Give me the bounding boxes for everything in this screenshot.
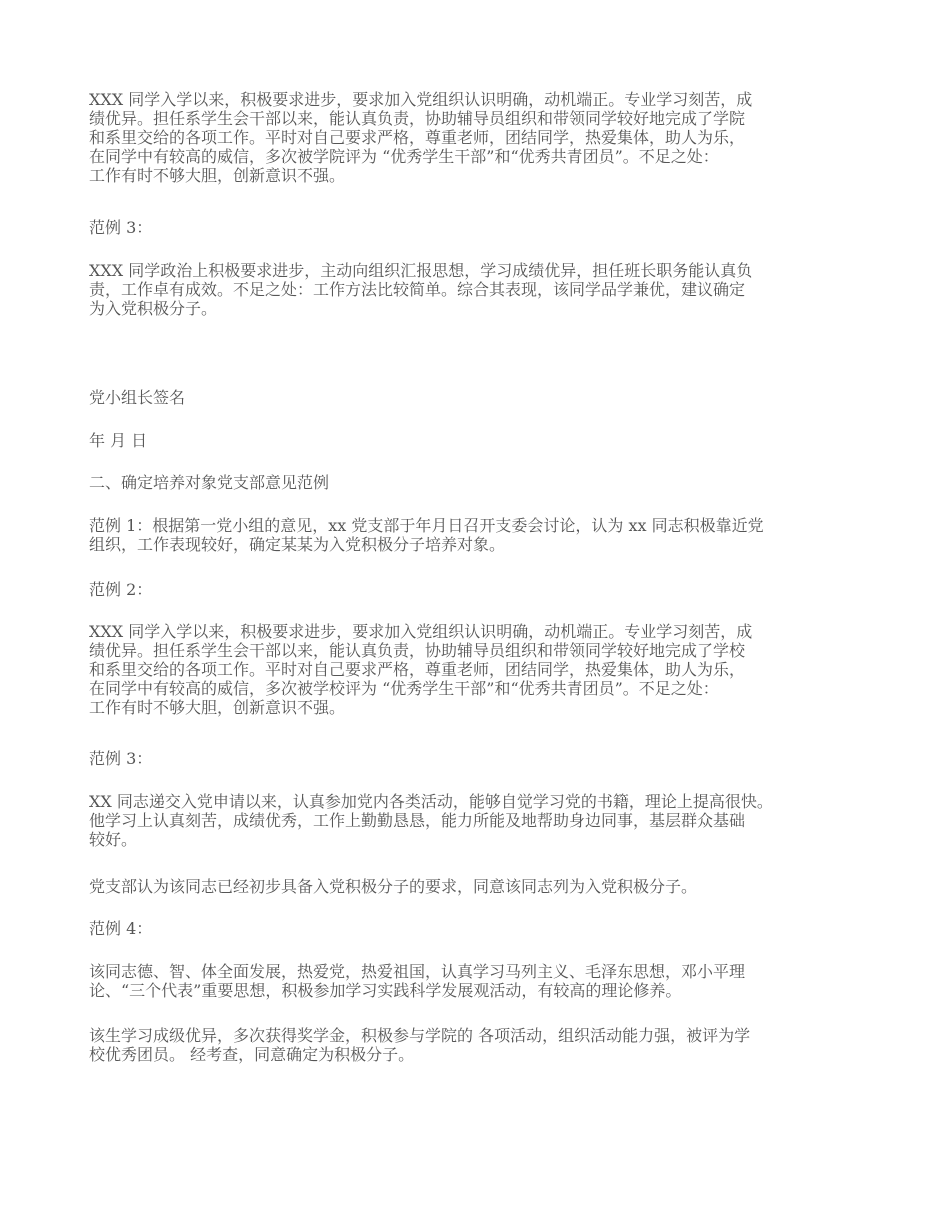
text-line: 他学习上认真刻苦，成绩优秀，工作上勤勤恳恳，能力所能及地帮助身边同事，基层群众基础 [89, 811, 746, 830]
text-line: 和系里交给的各项工作。平时对自己要求严格，尊重老师，团结同学，热爱集体，助人为乐， [89, 660, 746, 679]
paragraph-example-1 [89, 516, 879, 554]
text-line: XX 同志递交入党申请以来，认真参加党内各类活动，能够自觉学习党的书籍，理论上提高很快。 [89, 792, 773, 811]
example-heading-4 [89, 919, 879, 938]
text-line: 较好。 [89, 830, 138, 849]
text-line: 责，工作卓有成效。不足之处：工作方法比较简单。综合其表现，该同学品学兼优，建议确定 [89, 280, 746, 299]
text-line: 和系里交给的各项工作。平时对自己要求严格，尊重老师，团结同学，热爱集体，助人为乐， [89, 128, 746, 147]
paragraph-example-4a [89, 962, 879, 1000]
text-line: 范例 3： [89, 218, 153, 237]
text-line: 二、确定培养对象党支部意见范例 [89, 473, 330, 492]
example-heading-3a [89, 218, 879, 237]
text-line: 范例 3： [89, 749, 153, 768]
example-heading-3b [89, 749, 879, 768]
section-heading [89, 473, 879, 492]
paragraph-student-evaluation-2 [89, 261, 879, 318]
text-line: 绩优异。担任系学生会干部以来，能认真负责，协助辅导员组织和带领同学较好地完成了学校 [89, 641, 746, 660]
text-line: 该生学习成级优异，多次获得奖学金，积极参与学院的 各项活动，组织活动能力强，被评为学 [89, 1026, 751, 1045]
text-line: 党支部认为该同志已经初步具备入党积极分子的要求，同意该同志列为入党积极分子。 [89, 877, 698, 896]
text-line: 党小组长签名 [89, 388, 186, 407]
text-line: 工作有时不够大胆，创新意识不强。 [89, 698, 346, 717]
date-label [89, 431, 879, 450]
signature-label [89, 388, 879, 407]
text-line: 论、“三个代表”重要思想，积极参加学习实践科学发展观活动，有较高的理论修养。 [89, 981, 682, 1000]
text-line: 范例 4： [89, 919, 153, 938]
text-line: 工作有时不够大胆，创新意识不强。 [89, 166, 346, 185]
text-line: 该同志德、智、体全面发展，热爱党，热爱祖国，认真学习马列主义、毛泽东思想，邓小平理 [89, 962, 746, 981]
text-line: 年 月 日 [89, 431, 148, 450]
text-line: 校优秀团员。 经考查，同意确定为积极分子。 [89, 1045, 415, 1064]
text-line: 在同学中有较高的威信，多次被学校评为 “优秀学生干部”和“优秀共青团员”。不足之处： [89, 679, 719, 698]
text-line: 绩优异。担任系学生会干部以来，能认真负责，协助辅导员组织和带领同学较好地完成了学院 [89, 109, 746, 128]
paragraph-example-4b [89, 1026, 879, 1064]
paragraph-branch-opinion [89, 877, 879, 896]
text-line: 范例 2： [89, 580, 153, 599]
paragraph-example-3 [89, 792, 879, 849]
text-line: XXX 同学入学以来，积极要求进步，要求加入党组织认识明确，动机端正。专业学习刻苦，成 [89, 622, 753, 641]
text-line: XXX 同学政治上积极要求进步，主动向组织汇报思想，学习成绩优异，担任班长职务能认真负 [89, 261, 753, 280]
text-line: 范例 1：根据第一党小组的意见，xx 党支部于年月日召开支委会讨论，认为 xx 同志积极靠近党 [89, 516, 764, 535]
text-line: 在同学中有较高的威信，多次被学院评为 “优秀学生干部”和“优秀共青团员”。不足之处： [89, 147, 719, 166]
paragraph-student-evaluation-3 [89, 622, 879, 717]
text-line: XXX 同学入学以来，积极要求进步，要求加入党组织认识明确，动机端正。专业学习刻苦，成 [89, 90, 753, 109]
example-heading-2 [89, 580, 879, 599]
text-line: 组织，工作表现较好，确定某某为入党积极分子培养对象。 [89, 535, 506, 554]
text-line: 为入党积极分子。 [89, 299, 218, 318]
paragraph-student-evaluation-1 [89, 90, 879, 185]
